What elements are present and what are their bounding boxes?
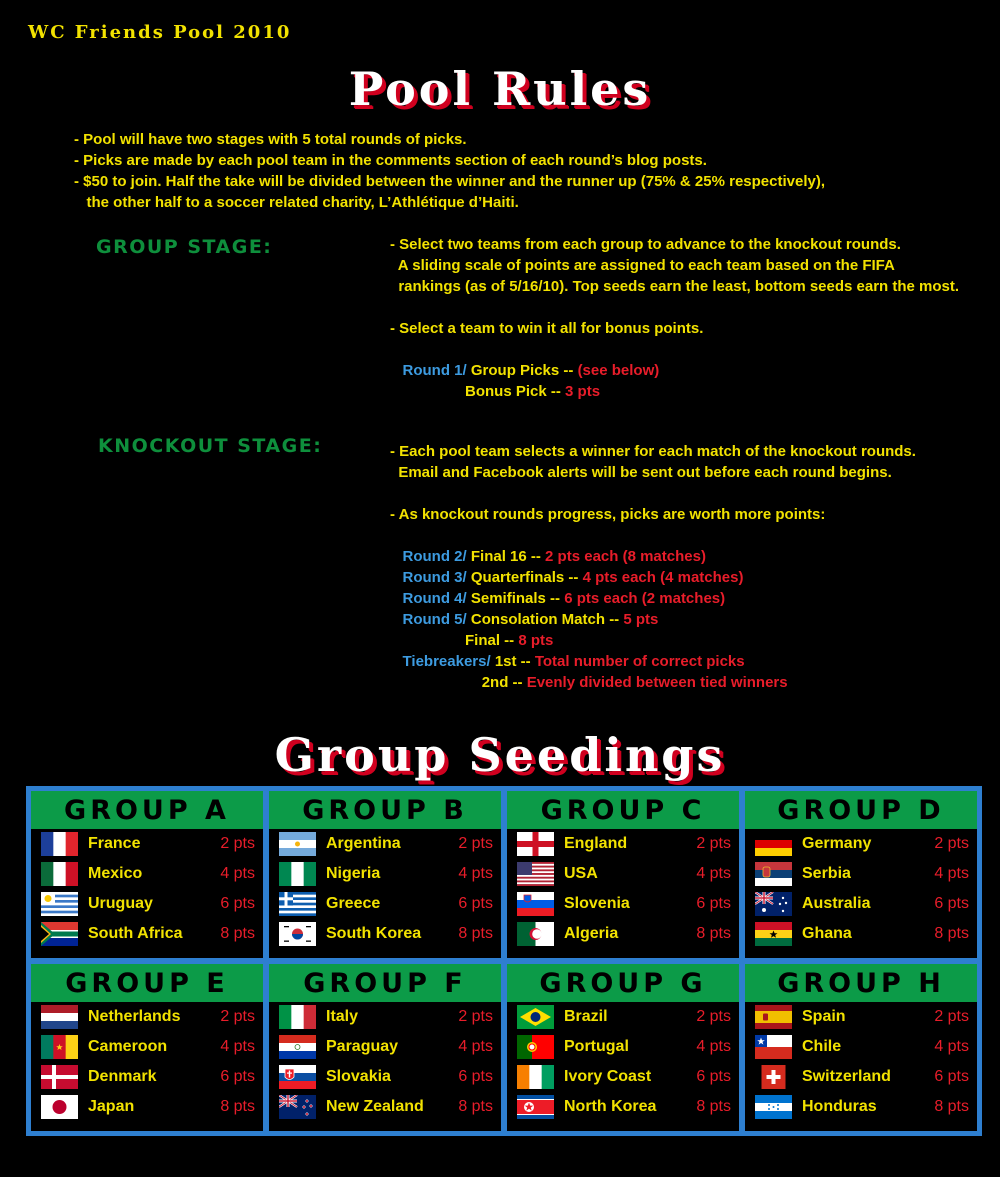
rule-line: A sliding scale of points are assigned to each team based on the FIFA	[390, 257, 895, 274]
team-name: England	[564, 835, 628, 852]
group-card	[28, 961, 266, 1134]
team-name: Ghana	[802, 925, 852, 942]
team-name: Italy	[326, 1008, 359, 1025]
team-row	[31, 1002, 263, 1032]
knockout-stage-rules	[390, 441, 916, 693]
team-name: South Africa	[88, 925, 183, 942]
round-value: 8 pts	[518, 632, 554, 649]
intro-line: the other half to a soccer related charity, L’Athlétique d’Haiti.	[74, 194, 519, 211]
team-row	[269, 1002, 501, 1032]
team-row	[31, 829, 263, 859]
team-points: 2 pts	[458, 1008, 493, 1025]
team-row	[31, 859, 263, 889]
team-name: New Zealand	[326, 1098, 424, 1115]
team-name: Honduras	[802, 1098, 877, 1115]
team-row	[269, 1092, 501, 1122]
team-row	[507, 1032, 739, 1062]
team-row	[745, 1002, 977, 1032]
team-name: Switzerland	[802, 1068, 891, 1085]
team-points: 8 pts	[934, 1098, 969, 1115]
team-points: 6 pts	[458, 1068, 493, 1085]
flag-icon	[755, 922, 792, 946]
flag-icon	[279, 1035, 316, 1059]
group-seedings-title: Group Seedings	[274, 728, 726, 782]
flag-icon	[279, 1095, 316, 1119]
team-points: 8 pts	[696, 1098, 731, 1115]
round-name: 1st --	[494, 653, 531, 670]
round-name: Consolation Match --	[470, 611, 620, 628]
knockout-stage-label: KNOCKOUT STAGE:	[98, 435, 323, 457]
group-card	[504, 788, 742, 961]
team-row	[745, 1032, 977, 1062]
team-points: 2 pts	[220, 1008, 255, 1025]
team-name: Ivory Coast	[564, 1068, 652, 1085]
round-value: Total number of correct picks	[534, 653, 745, 670]
rule-line: Email and Facebook alerts will be sent out before each round begins.	[390, 464, 892, 481]
flag-icon	[41, 1005, 78, 1029]
team-name: Chile	[802, 1038, 842, 1055]
round-value: 6 pts each (2 matches)	[564, 590, 726, 607]
round-name: Semifinals --	[470, 590, 561, 607]
site-title: WC Friends Pool 2010	[28, 22, 292, 43]
team-points: 8 pts	[220, 925, 255, 942]
team-row	[745, 889, 977, 919]
team-row	[269, 919, 501, 949]
team-name: Germany	[802, 835, 872, 852]
team-row	[507, 1062, 739, 1092]
team-row	[507, 829, 739, 859]
group-header: GROUP C	[507, 791, 739, 829]
round-line	[390, 567, 916, 588]
team-row	[269, 829, 501, 859]
group-card	[266, 788, 504, 961]
group-header: GROUP A	[31, 791, 263, 829]
team-points: 2 pts	[934, 1008, 969, 1025]
rule-line: - Select two teams from each group to advance to the knockout rounds.	[390, 236, 901, 253]
team-row	[269, 1062, 501, 1092]
final-line	[390, 630, 916, 651]
team-points: 8 pts	[696, 925, 731, 942]
flag-icon	[41, 1065, 78, 1089]
group-header: GROUP B	[269, 791, 501, 829]
group-seedings-grid	[26, 786, 982, 1136]
flag-icon	[755, 832, 792, 856]
flag-icon	[41, 832, 78, 856]
team-points: 2 pts	[934, 835, 969, 852]
team-name: Mexico	[88, 865, 143, 882]
round-name: Final --	[465, 632, 515, 649]
team-name: North Korea	[564, 1098, 657, 1115]
round-label: Round 3/	[402, 569, 467, 586]
round-line	[390, 609, 916, 630]
team-points: 8 pts	[934, 925, 969, 942]
team-name: Slovenia	[564, 895, 630, 912]
flag-icon	[279, 892, 316, 916]
team-name: Australia	[802, 895, 871, 912]
round-value: Evenly divided between tied winners	[526, 674, 788, 691]
tiebreaker-line	[390, 651, 916, 672]
team-points: 2 pts	[696, 835, 731, 852]
team-points: 6 pts	[220, 895, 255, 912]
round-label: Round 5/	[402, 611, 467, 628]
team-row	[745, 1062, 977, 1092]
round-name: Group Picks --	[470, 362, 574, 379]
team-row	[507, 859, 739, 889]
round-name: 2nd --	[481, 674, 523, 691]
round-name: Quarterfinals --	[470, 569, 579, 586]
intro-line: - Picks are made by each pool team in the comments section of each round’s blog posts.	[74, 152, 707, 169]
flag-icon	[755, 892, 792, 916]
team-name: Algeria	[564, 925, 619, 942]
round-label: Round 2/	[402, 548, 467, 565]
flag-icon	[755, 862, 792, 886]
group-header: GROUP D	[745, 791, 977, 829]
team-points: 4 pts	[696, 865, 731, 882]
round-value: 4 pts each (4 matches)	[582, 569, 744, 586]
flag-icon	[279, 922, 316, 946]
team-name: Uruguay	[88, 895, 153, 912]
round-label: Round 1/	[402, 362, 467, 379]
rule-line: - Each pool team selects a winner for each match of the knockout rounds.	[390, 443, 916, 460]
team-row	[31, 919, 263, 949]
flag-icon	[517, 832, 554, 856]
team-name: Serbia	[802, 865, 851, 882]
flag-icon	[755, 1095, 792, 1119]
team-row	[269, 1032, 501, 1062]
round-label: Tiebreakers/	[402, 653, 491, 670]
team-points: 6 pts	[696, 895, 731, 912]
team-name: USA	[564, 865, 598, 882]
round-name: Final 16 --	[470, 548, 541, 565]
flag-icon	[517, 862, 554, 886]
group-header: GROUP E	[31, 964, 263, 1002]
round-name: Bonus Pick --	[465, 383, 561, 400]
team-row	[745, 1092, 977, 1122]
team-points: 6 pts	[934, 895, 969, 912]
round-value: (see below)	[577, 362, 660, 379]
team-name: France	[88, 835, 141, 852]
team-row	[269, 889, 501, 919]
rule-line	[390, 297, 959, 318]
team-points: 6 pts	[934, 1068, 969, 1085]
group-card	[504, 961, 742, 1134]
team-points: 8 pts	[458, 1098, 493, 1115]
team-points: 4 pts	[220, 1038, 255, 1055]
group-header: GROUP H	[745, 964, 977, 1002]
round-line	[390, 588, 916, 609]
round-value: 5 pts	[623, 611, 659, 628]
round-label: Round 4/	[402, 590, 467, 607]
team-name: Slovakia	[326, 1068, 391, 1085]
flag-icon	[279, 832, 316, 856]
team-name: Argentina	[326, 835, 401, 852]
team-row	[31, 1092, 263, 1122]
team-name: Greece	[326, 895, 381, 912]
team-name: South Korea	[326, 925, 422, 942]
flag-icon	[41, 1035, 78, 1059]
team-row	[745, 829, 977, 859]
group-header: GROUP F	[269, 964, 501, 1002]
group-card	[28, 788, 266, 961]
flag-icon	[279, 1065, 316, 1089]
team-row	[31, 1062, 263, 1092]
team-points: 6 pts	[220, 1068, 255, 1085]
team-points: 6 pts	[696, 1068, 731, 1085]
team-points: 4 pts	[934, 865, 969, 882]
team-row	[507, 1002, 739, 1032]
bonus-line	[390, 381, 959, 402]
group-card	[742, 961, 980, 1134]
flag-icon	[41, 892, 78, 916]
rule-line: - Select a team to win it all for bonus points.	[390, 320, 704, 337]
flag-icon	[279, 1005, 316, 1029]
flag-icon	[517, 922, 554, 946]
tiebreaker-line	[390, 672, 916, 693]
team-points: 8 pts	[220, 1098, 255, 1115]
flag-icon	[517, 1095, 554, 1119]
team-points: 4 pts	[220, 865, 255, 882]
flag-icon	[279, 862, 316, 886]
round-1-line	[390, 360, 959, 381]
team-row	[269, 859, 501, 889]
team-name: Spain	[802, 1008, 846, 1025]
flag-icon	[517, 1005, 554, 1029]
team-row	[745, 859, 977, 889]
team-name: Nigeria	[326, 865, 381, 882]
group-card	[742, 788, 980, 961]
team-points: 6 pts	[458, 895, 493, 912]
group-stage-rules	[390, 234, 959, 402]
team-name: Japan	[88, 1098, 135, 1115]
flag-icon	[41, 922, 78, 946]
team-row	[31, 1032, 263, 1062]
group-card	[266, 961, 504, 1134]
team-points: 4 pts	[458, 865, 493, 882]
flag-icon	[41, 862, 78, 886]
team-name: Cameroon	[88, 1038, 168, 1055]
team-name: Portugal	[564, 1038, 629, 1055]
rule-line	[390, 483, 916, 504]
round-value: 3 pts	[565, 383, 601, 400]
pool-rules-title: Pool Rules	[348, 62, 652, 116]
team-name: Brazil	[564, 1008, 608, 1025]
intro-line: - Pool will have two stages with 5 total rounds of picks.	[74, 131, 467, 148]
flag-icon	[517, 892, 554, 916]
team-points: 4 pts	[696, 1038, 731, 1055]
rule-line: - As knockout rounds progress, picks are worth more points:	[390, 506, 826, 523]
team-name: Paraguay	[326, 1038, 399, 1055]
round-line	[390, 546, 916, 567]
group-stage-label: GROUP STAGE:	[96, 236, 273, 258]
team-row	[507, 889, 739, 919]
team-name: Netherlands	[88, 1008, 181, 1025]
team-name: Denmark	[88, 1068, 157, 1085]
flag-icon	[517, 1035, 554, 1059]
flag-icon	[755, 1005, 792, 1029]
intro-line: - $50 to join. Half the take will be divided between the winner and the runner up (75% & 25% respectively),	[74, 173, 826, 190]
flag-icon	[41, 1095, 78, 1119]
flag-icon	[755, 1065, 792, 1089]
team-row	[507, 1092, 739, 1122]
group-header: GROUP G	[507, 964, 739, 1002]
team-points: 2 pts	[696, 1008, 731, 1025]
team-points: 4 pts	[458, 1038, 493, 1055]
team-points: 4 pts	[934, 1038, 969, 1055]
flag-icon	[517, 1065, 554, 1089]
team-points: 8 pts	[458, 925, 493, 942]
team-row	[507, 919, 739, 949]
team-points: 2 pts	[458, 835, 493, 852]
flag-icon	[755, 1035, 792, 1059]
team-row	[745, 919, 977, 949]
round-value: 2 pts each (8 matches)	[545, 548, 706, 565]
rule-line: rankings (as of 5/16/10). Top seeds earn the least, bottom seeds earn the most.	[390, 278, 960, 295]
team-row	[31, 889, 263, 919]
intro-rules	[74, 129, 825, 213]
team-points: 2 pts	[220, 835, 255, 852]
